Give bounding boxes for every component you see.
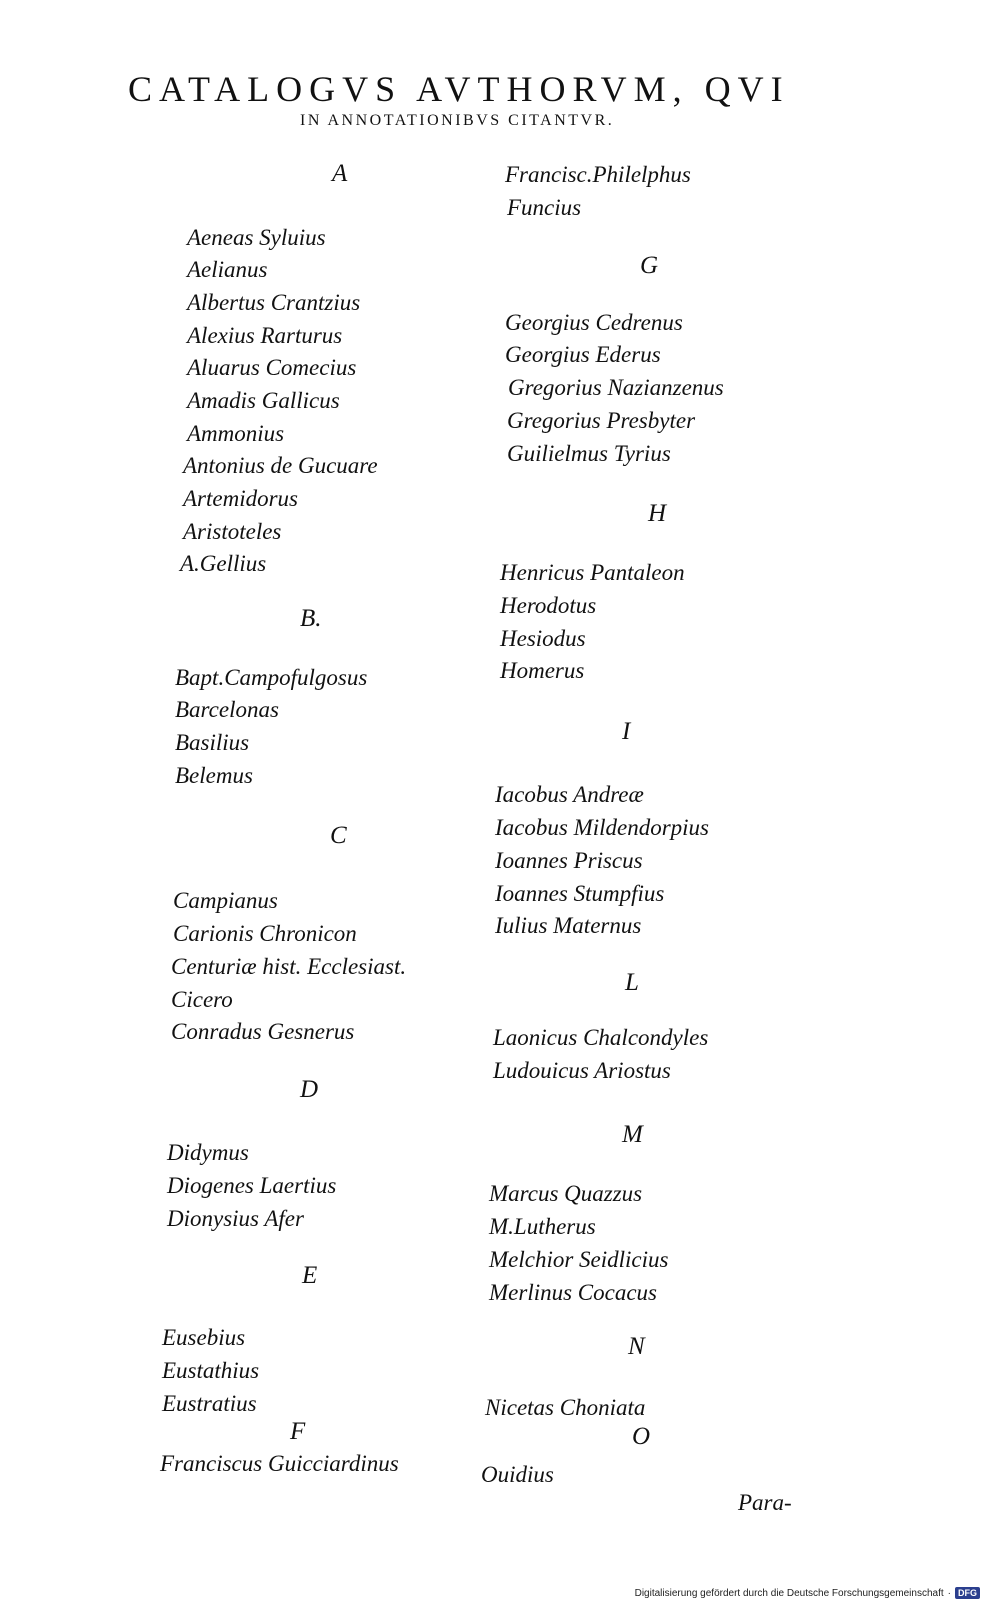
- author-name: Alexius Rarturus: [187, 323, 343, 348]
- dfg-logo-icon: DFG: [955, 1587, 980, 1599]
- author-name: Marcus Quazzus: [489, 1181, 643, 1206]
- author-name: A.Gellius: [180, 551, 267, 576]
- catchword: Para-: [738, 1490, 792, 1515]
- author-name: Gregorius Nazianzenus: [508, 375, 724, 400]
- section-letter-o: O: [632, 1423, 651, 1450]
- author-name: Basilius: [175, 730, 250, 755]
- author-name: Iacobus Andreæ: [495, 782, 644, 807]
- author-name: Aelianus: [187, 257, 268, 282]
- page-title: CATALOGVS AVTHORVM, QVI: [128, 69, 790, 109]
- author-name: Francisc.Philelphus: [505, 162, 691, 187]
- section-letter-i: I: [622, 718, 631, 745]
- author-name: Ammonius: [187, 421, 285, 446]
- author-name: Centuriæ hist. Ecclesiast.: [171, 954, 407, 979]
- author-name: Eustratius: [162, 1391, 257, 1416]
- author-name: Amadis Gallicus: [187, 388, 340, 413]
- author-name: Conradus Gesnerus: [171, 1019, 355, 1044]
- author-name: Funcius: [507, 195, 582, 220]
- author-name: Campianus: [173, 888, 278, 913]
- page-subtitle: IN ANNOTATIONIBVS CITANTVR.: [300, 112, 615, 129]
- section-letter-m: M: [622, 1121, 643, 1148]
- author-name: M.Lutherus: [489, 1214, 596, 1239]
- author-name: Eusebius: [162, 1325, 246, 1350]
- author-name: Diogenes Laertius: [167, 1173, 337, 1198]
- author-name: Albertus Crantzius: [187, 290, 361, 315]
- footer-text: Digitalisierung gefördert durch die Deutsche Forschungsgemeinschaft: [634, 1587, 944, 1599]
- section-letter-a: A: [332, 160, 348, 187]
- author-name: Aristoteles: [183, 519, 282, 544]
- author-name: Artemidorus: [183, 486, 298, 511]
- author-name: Hesiodus: [500, 626, 586, 651]
- section-letter-d: D: [300, 1076, 319, 1103]
- footer-separator: ·: [947, 1587, 951, 1599]
- footer: [635, 1587, 980, 1599]
- author-name: Henricus Pantaleon: [500, 560, 685, 585]
- author-name: Belemus: [175, 763, 253, 788]
- author-name: Ioannes Priscus: [495, 848, 643, 873]
- author-name: Guilielmus Tyrius: [507, 441, 671, 466]
- section-letter-c: C: [330, 822, 347, 849]
- author-name: Gregorius Presbyter: [507, 408, 696, 433]
- author-name: Eustathius: [162, 1358, 260, 1383]
- author-name: Cicero: [171, 987, 233, 1012]
- author-name: Ludouicus Ariostus: [493, 1058, 671, 1083]
- section-letter-h: H: [648, 500, 667, 527]
- author-name: Barcelonas: [175, 697, 279, 722]
- author-name: Carionis Chronicon: [173, 921, 357, 946]
- author-name: Ouidius: [481, 1462, 554, 1487]
- section-letter-b: B.: [300, 605, 322, 632]
- section-letter-n: N: [628, 1333, 645, 1360]
- author-name: Melchior Seidlicius: [489, 1247, 669, 1272]
- author-name: Merlinus Cocacus: [489, 1280, 658, 1305]
- author-name: Dionysius Afer: [167, 1206, 304, 1231]
- author-name: Ioannes Stumpfius: [495, 881, 665, 906]
- author-name: Laonicus Chalcondyles: [493, 1025, 709, 1050]
- author-name: Homerus: [500, 658, 585, 683]
- section-letter-g: G: [640, 252, 659, 279]
- author-name: Antonius de Gucuare: [183, 453, 378, 478]
- author-name: Nicetas Choniata: [485, 1395, 646, 1420]
- author-name: Aeneas Syluius: [187, 225, 326, 250]
- author-name: Georgius Cedrenus: [505, 310, 683, 335]
- section-letter-e: E: [302, 1262, 318, 1289]
- section-letter-f: F: [290, 1418, 306, 1445]
- author-name: Iacobus Mildendorpius: [495, 815, 710, 840]
- author-name: Georgius Ederus: [505, 342, 661, 367]
- author-name: Franciscus Guicciardinus: [160, 1451, 399, 1476]
- section-letter-l: L: [625, 969, 639, 996]
- author-name: Didymus: [167, 1140, 249, 1165]
- author-name: Bapt.Campofulgosus: [175, 665, 368, 690]
- author-name: Aluarus Comecius: [187, 355, 357, 380]
- author-name: Herodotus: [500, 593, 597, 618]
- author-name: Iulius Maternus: [495, 913, 642, 938]
